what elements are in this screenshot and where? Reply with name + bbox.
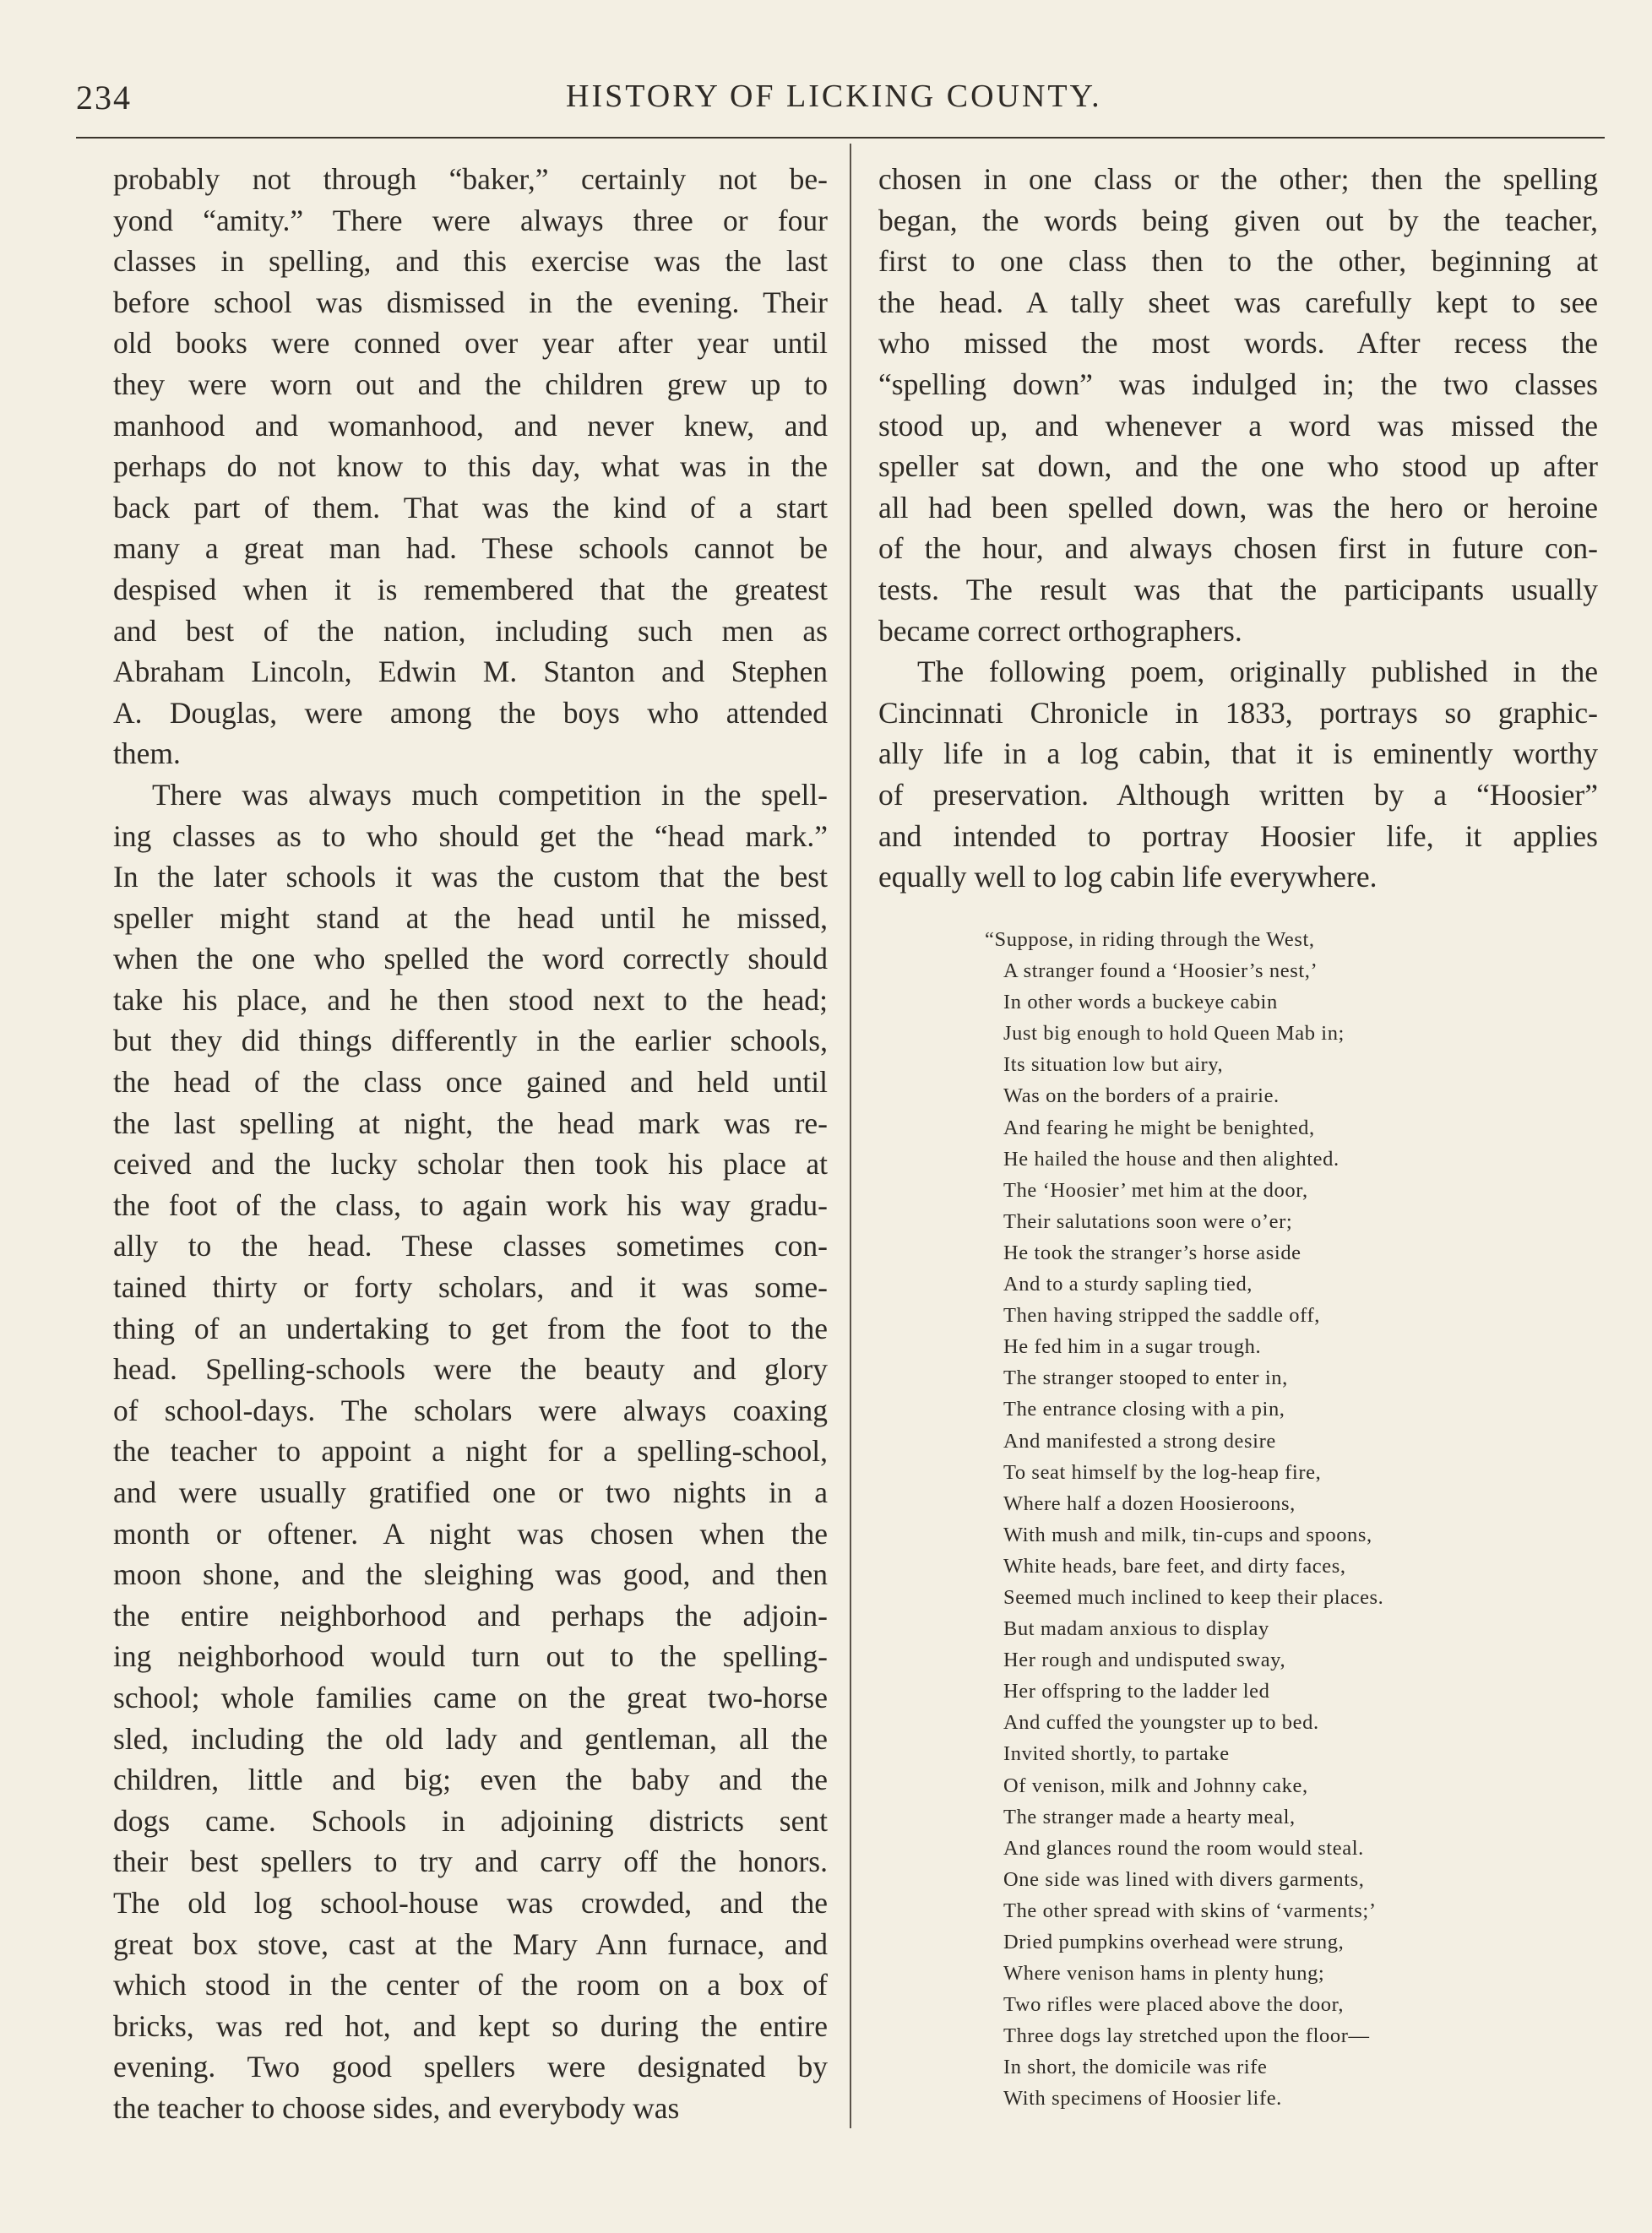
- text-line: month or oftener. A night was chosen when the: [113, 1516, 828, 1551]
- text-line: take his place, and he then stood next to the head;: [113, 982, 828, 1017]
- text-line: head. Spelling-schools were the beauty and glory: [113, 1352, 828, 1387]
- poem-line: And fearing he might be benighted,: [1003, 1116, 1315, 1139]
- poem-line: Their salutations soon were o’er;: [1003, 1209, 1293, 1233]
- text-line: There was always much competition in the spell-: [152, 777, 828, 812]
- text-line: probably not through “baker,” certainly not be-: [113, 162, 828, 196]
- poem-line: In short, the domicile was rife: [1003, 2056, 1268, 2079]
- text-line: thing of an undertaking to get from the foot to the: [113, 1311, 828, 1345]
- poem-line: Where half a dozen Hoosieroons,: [1003, 1491, 1296, 1515]
- running-head: HISTORY OF LICKING COUNTY.: [566, 79, 1102, 114]
- text-line: The old log school-house was crowded, and the: [113, 1885, 828, 1920]
- poem-line: He took the stranger’s horse aside: [1003, 1241, 1301, 1264]
- poem-line: Was on the borders of a prairie.: [1003, 1084, 1280, 1108]
- text-line: and best of the nation, including such men as: [113, 613, 828, 648]
- text-line: the last spelling at night, the head mark was re-: [113, 1106, 828, 1140]
- left-paragraph-2: [113, 774, 828, 2129]
- poem-line: One side was lined with divers garments,: [1003, 1867, 1365, 1891]
- poem-line: The entrance closing with a pin,: [1003, 1398, 1285, 1421]
- poem-line: Its situation low but airy,: [1003, 1053, 1224, 1077]
- text-line: speller sat down, and the one who stood up after: [878, 449, 1598, 484]
- poem-line: And to a sturdy sapling tied,: [1003, 1273, 1253, 1296]
- left-paragraph-1: [113, 159, 828, 774]
- poem-line: Her offspring to the ladder led: [1003, 1680, 1270, 1703]
- text-line: the head. A tally sheet was carefully kept to see: [878, 285, 1598, 319]
- text-line: moon shone, and the sleighing was good, and then: [113, 1557, 828, 1592]
- text-line: The following poem, originally published in the: [917, 655, 1598, 689]
- text-line: school; whole families came on the great two-horse: [113, 1680, 828, 1714]
- poem-line: The other spread with skins of ‘varments;’: [1003, 1899, 1377, 1922]
- right-paragraph-1: [878, 159, 1598, 651]
- text-line: speller might stand at the head until he missed,: [113, 900, 828, 935]
- text-line: they were worn out and the children grew up to: [113, 367, 828, 401]
- text-line: the head of the class once gained and held until: [113, 1065, 828, 1100]
- poem-line: Her rough and undisputed sway,: [1003, 1649, 1286, 1672]
- column-divider: [850, 144, 851, 2128]
- text-line: and intended to portray Hoosier life, it applies: [878, 818, 1598, 853]
- text-line: ing classes as to who should get the “head mark.”: [113, 818, 828, 853]
- text-line: sled, including the old lady and gentleman, all the: [113, 1721, 828, 1756]
- text-line: of the hour, and always chosen first in future con-: [878, 531, 1598, 566]
- text-line: great box stove, cast at the Mary Ann furnace, and: [113, 1926, 828, 1961]
- poem-line: With mush and milk, tin-cups and spoons,: [1003, 1523, 1372, 1546]
- poem-line: The ‘Hoosier’ met him at the door,: [1003, 1178, 1308, 1202]
- text-line: them.: [113, 736, 181, 771]
- poem-line: White heads, bare feet, and dirty faces,: [1003, 1554, 1346, 1578]
- text-line: perhaps do not know to this day, what was in the: [113, 449, 828, 484]
- header-rule: [76, 137, 1605, 139]
- text-line: which stood in the center of the room on a box of: [113, 1968, 828, 2002]
- poem-line: The stranger stooped to enter in,: [1003, 1366, 1288, 1390]
- text-line: yond “amity.” There were always three or four: [113, 203, 828, 237]
- poem-line: He hailed the house and then alighted.: [1003, 1147, 1340, 1171]
- text-line: despised when it is remembered that the greatest: [113, 572, 828, 606]
- text-line: old books were conned over year after year until: [113, 326, 828, 361]
- text-line: dogs came. Schools in adjoining districts sent: [113, 1803, 828, 1838]
- text-line: stood up, and whenever a word was missed the: [878, 408, 1598, 443]
- poem-line: A stranger found a ‘Hoosier’s nest,’: [1003, 959, 1318, 983]
- poem-line: The stranger made a hearty meal,: [1003, 1805, 1296, 1828]
- text-line: the entire neighborhood and perhaps the adjoin-: [113, 1598, 828, 1633]
- text-line: classes in spelling, and this exercise was the last: [113, 244, 828, 279]
- text-line: ceived and the lucky scholar then took his place at: [113, 1147, 828, 1182]
- text-line: chosen in one class or the other; then the spelling: [878, 162, 1598, 196]
- poem-line: Invited shortly, to partake: [1003, 1742, 1230, 1766]
- text-line: when the one who spelled the word correctly should: [113, 942, 828, 976]
- text-line: became correct orthographers.: [878, 613, 1242, 648]
- text-line: evening. Two good spellers were designated by: [113, 2050, 828, 2084]
- poem-line: And cuffed the youngster up to bed.: [1003, 1711, 1319, 1735]
- text-line: many a great man had. These schools cannot be: [113, 531, 828, 566]
- text-line: the teacher to choose sides, and everybody was: [113, 2090, 680, 2125]
- text-line: first to one class then to the other, beginning at: [878, 244, 1598, 279]
- poem-line: Where venison hams in plenty hung;: [1003, 1962, 1325, 1986]
- text-line: the teacher to appoint a night for a spelling-school,: [113, 1434, 828, 1469]
- text-line: but they did things differently in the earlier schools,: [113, 1024, 828, 1058]
- poem-line: “Suppose, in riding through the West,: [985, 928, 1315, 951]
- poem-line: Seemed much inclined to keep their places.: [1003, 1585, 1384, 1609]
- poem: [985, 924, 1527, 2115]
- poem-line: To seat himself by the log-heap fire,: [1003, 1460, 1322, 1484]
- text-line: ally to the head. These classes sometimes con-: [113, 1229, 828, 1263]
- text-line: ally life in a log cabin, that it is eminently worthy: [878, 736, 1598, 771]
- text-line: bricks, was red hot, and kept so during the entire: [113, 2008, 828, 2043]
- poem-line: And manifested a strong desire: [1003, 1429, 1276, 1453]
- text-line: equally well to log cabin life everywhere.: [878, 860, 1378, 894]
- poem-line: But madam anxious to display: [1003, 1617, 1269, 1641]
- poem-line: He fed him in a sugar trough.: [1003, 1335, 1262, 1359]
- text-line: children, little and big; even the baby and the: [113, 1763, 828, 1797]
- poem-line: Of venison, milk and Johnny cake,: [1003, 1774, 1308, 1797]
- text-line: of school-days. The scholars were always coaxing: [113, 1393, 828, 1427]
- text-line: “spelling down” was indulged in; the two classes: [878, 367, 1598, 401]
- poem-line: Three dogs lay stretched upon the floor—: [1003, 2024, 1370, 2048]
- text-line: their best spellers to try and carry off the honors.: [113, 1845, 828, 1879]
- text-line: began, the words being given out by the teacher,: [878, 203, 1598, 237]
- text-line: In the later schools it was the custom that the best: [113, 860, 828, 894]
- text-line: the foot of the class, to again work his way gradu-: [113, 1187, 828, 1222]
- poem-line: And glances round the room would steal.: [1003, 1836, 1364, 1860]
- poem-line: With specimens of Hoosier life.: [1003, 2087, 1282, 2111]
- text-line: ing neighborhood would turn out to the spelling-: [113, 1639, 828, 1674]
- text-line: back part of them. That was the kind of a start: [113, 490, 828, 524]
- text-line: who missed the most words. After recess the: [878, 326, 1598, 361]
- text-line: manhood and womanhood, and never knew, and: [113, 408, 828, 443]
- text-line: before school was dismissed in the evening. Their: [113, 285, 828, 319]
- text-line: and were usually gratified one or two nights in a: [113, 1475, 828, 1509]
- text-line: tained thirty or forty scholars, and it was some-: [113, 1270, 828, 1305]
- text-line: all had been spelled down, was the hero or heroine: [878, 490, 1598, 524]
- text-line: A. Douglas, were among the boys who attended: [113, 695, 828, 730]
- page-header: [76, 78, 1605, 128]
- page-number: 234: [76, 79, 132, 117]
- text-line: Abraham Lincoln, Edwin M. Stanton and Stephen: [113, 655, 828, 689]
- poem-line: Then having stripped the saddle off,: [1003, 1304, 1320, 1328]
- poem-line: Dried pumpkins overhead were strung,: [1003, 1931, 1345, 1953]
- text-line: tests. The result was that the participants usually: [878, 572, 1598, 606]
- right-paragraph-2: [878, 651, 1598, 898]
- text-line: Cincinnati Chronicle in 1833, portrays so graphic-: [878, 695, 1598, 730]
- right-column: [878, 159, 1598, 898]
- poem-line: In other words a buckeye cabin: [1003, 991, 1278, 1014]
- poem-line: Two rifles were placed above the door,: [1003, 1993, 1345, 2017]
- left-column: [113, 159, 828, 2129]
- poem-line: Just big enough to hold Queen Mab in;: [1003, 1022, 1345, 1046]
- text-line: of preservation. Although written by a “Hoosier”: [878, 777, 1598, 812]
